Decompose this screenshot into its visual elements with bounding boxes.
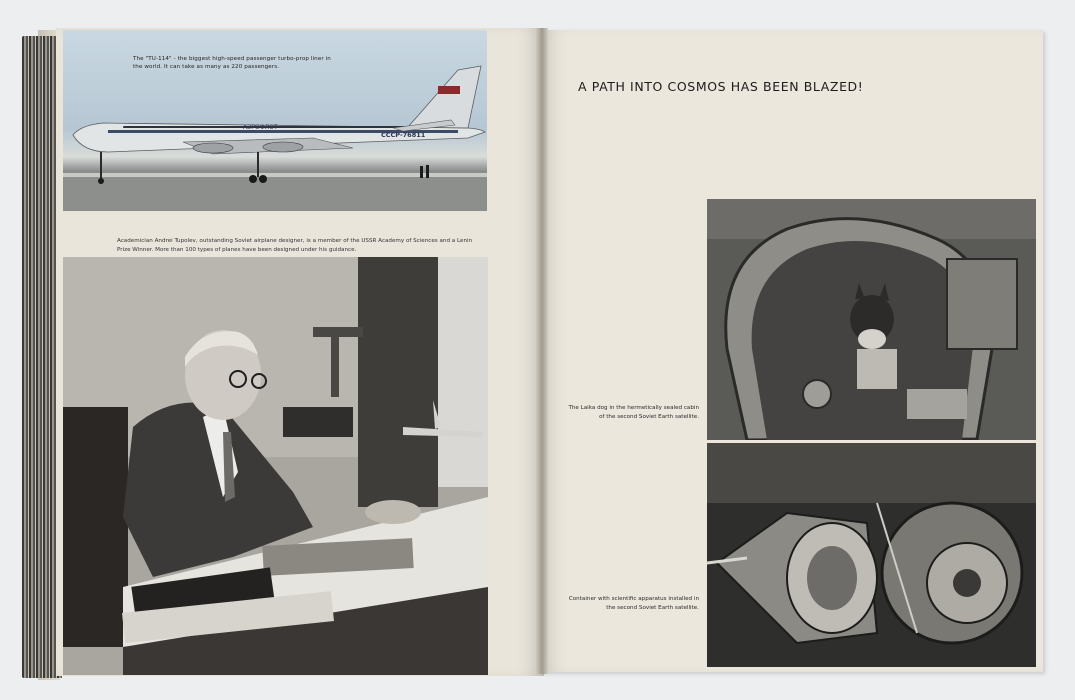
- laika-caption: The Laika dog in the hermetically sealed cabin of the second Soviet Earth satellite.: [568, 405, 699, 420]
- container-caption: Container with scientific apparatus installed in the second Soviet Earth satellite.: [568, 596, 699, 611]
- tupolev-caption: Academician Andrei Tupolev, outstanding Soviet airplane designer, is a member of the USSR Academy of Sciences and a Lenin Prize Winner. More than 100 types of planes have been designed under his guidance.: [117, 238, 473, 253]
- scientific-container-photo: [707, 443, 1036, 667]
- laika-cabin-photo: [707, 199, 1036, 440]
- plane-livery-text: АЭРОФЛОТ: [243, 124, 278, 131]
- book-gutter: [536, 28, 548, 674]
- tupolev-at-desk-photo: [63, 257, 488, 675]
- plane-registration-text: CCCP-76811: [381, 131, 426, 139]
- plane-caption: The "TU-114" - the biggest high-speed passenger turbo-prop liner in the world. It can take as many as 220 passengers.: [133, 56, 331, 70]
- page-headline: A PATH INTO COSMOS HAS BEEN BLAZED!: [578, 79, 864, 94]
